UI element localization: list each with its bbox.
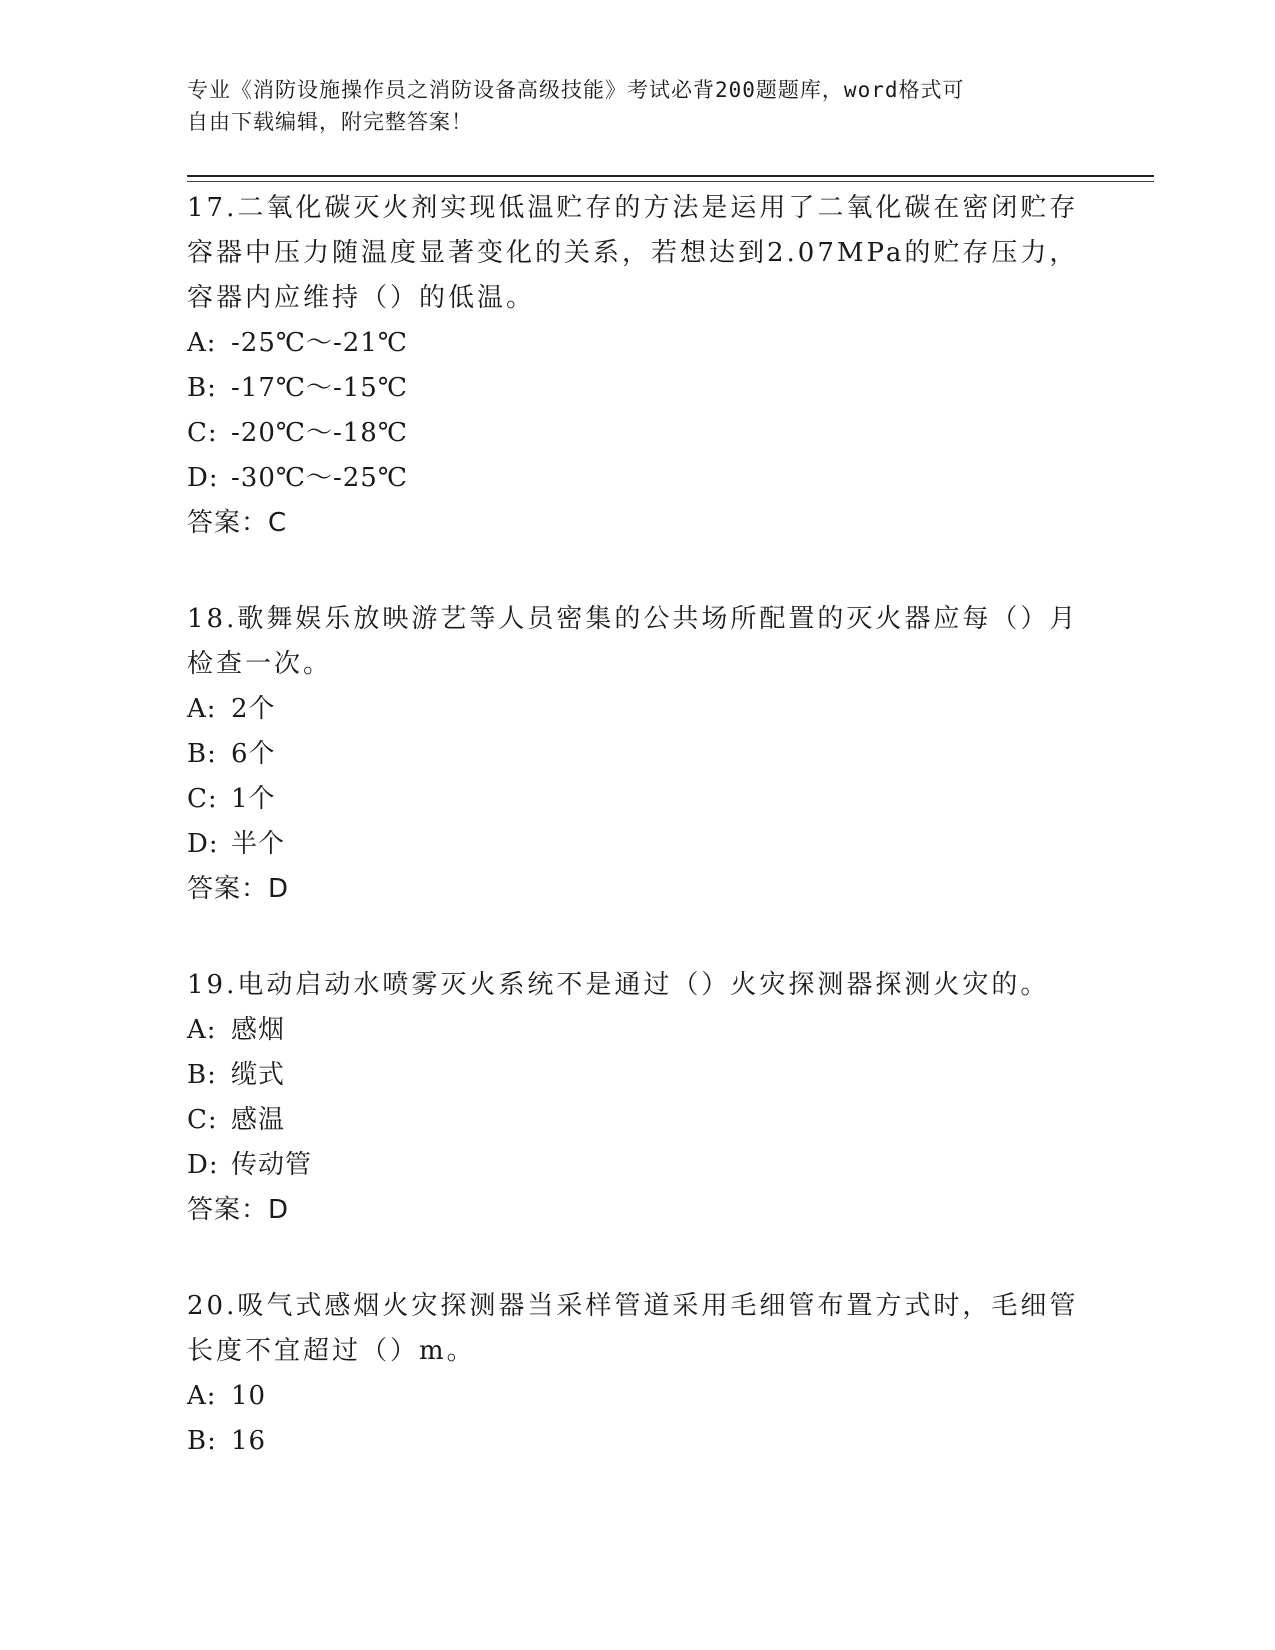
option-key: B: (187, 739, 217, 769)
option-text: 半个 (231, 829, 286, 859)
question-17 (187, 186, 1087, 546)
option-d (187, 822, 1087, 867)
option-d (187, 1143, 1087, 1188)
option-key: C: (187, 1105, 218, 1135)
option-text: 6个 (231, 739, 276, 769)
option-text: -17℃～-15℃ (231, 373, 408, 403)
option-text: 感烟 (231, 1015, 286, 1045)
header-line-2: 自由下载编辑，附完整答案！ (187, 110, 473, 134)
option-key: D: (187, 829, 219, 859)
option-text: -20℃～-18℃ (231, 418, 408, 448)
option-b (187, 366, 1087, 411)
header-divider-thin (187, 181, 1154, 182)
option-a (187, 1374, 1087, 1419)
question-20 (187, 1284, 1087, 1464)
question-stem: 20.吸气式感烟火灾探测器当采样管道采用毛细管布置方式时，毛细管 长度不宜超过（）m。 (187, 1291, 1079, 1366)
option-key: C: (187, 418, 218, 448)
option-c (187, 777, 1087, 822)
option-key: A: (187, 1381, 217, 1411)
option-b (187, 1053, 1087, 1098)
option-c (187, 411, 1087, 456)
option-c (187, 1098, 1087, 1143)
option-key: B: (187, 373, 217, 403)
question-18 (187, 597, 1087, 912)
option-key: A: (187, 694, 217, 724)
question-stem: 19.电动启动水喷雾灭火系统不是通过（）火灾探测器探测火灾的。 (187, 970, 1050, 1000)
option-text: 感温 (231, 1105, 286, 1135)
option-b (187, 1419, 1087, 1464)
option-a (187, 321, 1087, 366)
option-a (187, 687, 1087, 732)
question-19 (187, 963, 1087, 1233)
answer-line: 答案：D (187, 1195, 290, 1225)
option-key: B: (187, 1060, 217, 1090)
option-text: 传动管 (231, 1150, 313, 1180)
question-list (187, 186, 1087, 1515)
option-key: C: (187, 784, 218, 814)
option-text: 1个 (231, 784, 276, 814)
answer-line: 答案：D (187, 874, 290, 904)
header-divider-thick (187, 175, 1154, 177)
answer-line: 答案：C (187, 508, 288, 538)
question-stem: 17.二氧化碳灭火剂实现低温贮存的方法是运用了二氧化碳在密闭贮存 容器中压力随温度显著变化的关系，若想达到2.07MPa的贮存压力， 容器内应维持（）的低温。 (187, 193, 1079, 313)
option-key: B: (187, 1426, 217, 1456)
question-stem: 18.歌舞娱乐放映游艺等人员密集的公共场所配置的灭火器应每（）月 检查一次。 (187, 604, 1079, 679)
option-key: A: (187, 1015, 217, 1045)
option-text: -30℃～-25℃ (231, 463, 408, 493)
option-a (187, 1008, 1087, 1053)
option-text: -25℃～-21℃ (231, 328, 408, 358)
option-key: D: (187, 463, 219, 493)
header-line-1: 专业《消防设施操作员之消防设备高级技能》考试必背200题题库，word格式可 (187, 78, 965, 102)
document-header (187, 74, 1067, 138)
option-d (187, 456, 1087, 501)
option-b (187, 732, 1087, 777)
option-text: 缆式 (231, 1060, 286, 1090)
option-text: 16 (231, 1426, 267, 1456)
option-key: D: (187, 1150, 219, 1180)
option-text: 2个 (231, 694, 276, 724)
option-text: 10 (231, 1381, 267, 1411)
option-key: A: (187, 328, 217, 358)
